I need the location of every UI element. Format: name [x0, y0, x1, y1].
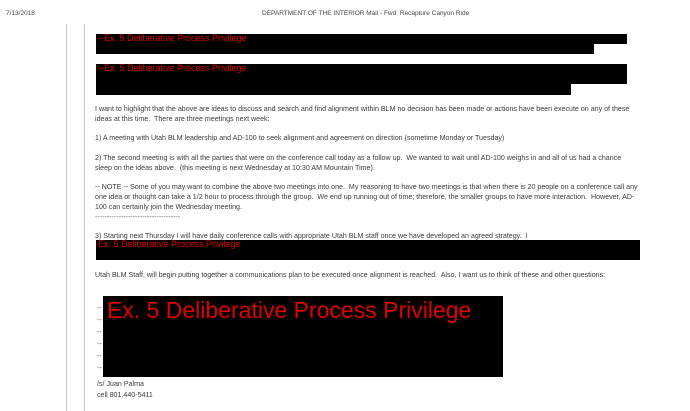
signature-name: /s/ Juan Palma — [97, 380, 144, 388]
paragraph: 1) A meeting with Utah BLM leadership and AD-100 to seek alignment and agreement on direction (sometime Monday or Tuesday) — [95, 134, 505, 142]
list-dash: -- — [97, 305, 102, 312]
paragraph: -- NOTE -- Some of you may want to combine the above two meetings into one. My reasoning to have two meetings is that when there is 20 people on a conference call any one idea or thought can take a 1/2 hour to process through the group. We end up running out of time; therefore, the smaller groups to have more interaction. However, AD-100 can certainly join the Wednesday meeting. — [95, 183, 640, 212]
paragraph: 3) Starting next Thursday I will have daily conference calls with appropriate Utah BLM staff once we have developed an agreed strategy. I — [95, 232, 528, 240]
list-dash: -- — [97, 329, 102, 336]
list-dash: -- — [97, 341, 102, 348]
print-date: 7/13/2018 — [6, 10, 35, 17]
signature-phone: cell 801.440-5411 — [97, 391, 153, 399]
redaction-label: --Ex. 5 Deliberative Process Privilege — [98, 33, 247, 43]
paragraph: I want to highlight that the above are ideas to discuss and search and find alignment within BLM no decision has been made or actions have been execute on any of these ideas at this time. There are three meetings next week: — [95, 105, 632, 124]
paragraph: 2) The second meeting is with all the parties that were on the conference call today as a follow up. We wanted to wait until AD-100 weighs in and all of us had a chance sleep on the ideas above. (this meeting is next Wednesday at 10:30 AM Mountain Time). — [95, 154, 624, 173]
paragraph: Utah BLM Staff, will begin putting together a communications plan to be executed once alignment is reached. Also, I want us to think of these and other questions: — [95, 271, 606, 279]
separator-rule: ------------------------------------ — [95, 213, 181, 221]
redaction-block — [96, 84, 571, 95]
email-subject-header: DEPARTMENT OF THE INTERIOR Mail - Fwd: Recapture Canyon Ride — [262, 10, 470, 17]
list-dash: -- — [97, 365, 102, 372]
redaction-block — [96, 44, 594, 54]
list-dash: -- — [97, 353, 102, 360]
quote-rule-outer — [66, 24, 67, 411]
redaction-label-large: Ex. 5 Deliberative Process Privilege — [107, 297, 472, 323]
redaction-label: --Ex. 5 Deliberative Process Privilege — [98, 63, 247, 73]
quote-rule-inner — [84, 24, 85, 411]
list-dash: -- — [97, 317, 102, 324]
redaction-label: Ex. 5 Deliberative Process Privilege — [98, 239, 241, 249]
